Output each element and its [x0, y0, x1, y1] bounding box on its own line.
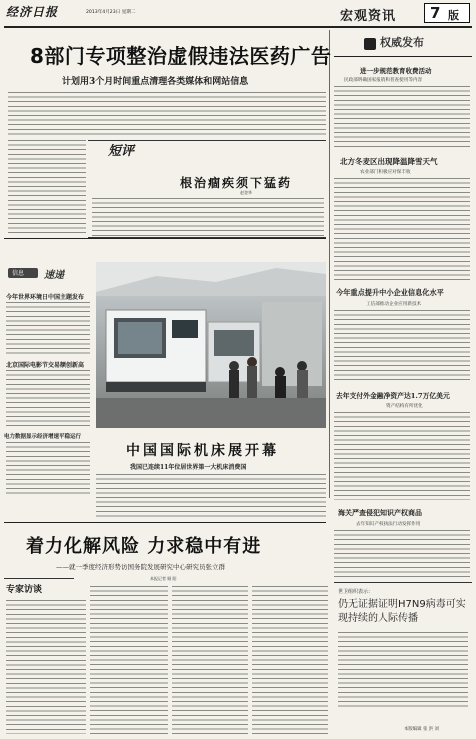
commentary-title: 根治痼疾须下猛药 [180, 176, 293, 190]
sidebar-item-4-subtitle: 资产结构有所优化 [386, 404, 423, 409]
masthead-rule [4, 26, 472, 28]
interview-col-4 [252, 586, 328, 734]
brief-top-rule [4, 238, 326, 239]
sidebar-header-rule [334, 56, 472, 57]
lead-title: 8部门专项整治虚假违法医药广告 [30, 44, 332, 68]
sidebar-item-5-text [334, 530, 470, 580]
interview-col-2 [90, 586, 168, 734]
newspaper-logo: 经济日报 [6, 5, 59, 19]
sidebar-item-1-text [334, 86, 470, 150]
page-label: 版 [448, 9, 459, 22]
interview-byline: 本报记者 顾 阳 [150, 576, 177, 581]
sidebar-notice-label: 世卫组织表示： [338, 589, 374, 595]
lead-body-text [8, 92, 326, 138]
sidebar-item-3-subtitle: 工信部推动企业应用新技术 [366, 302, 422, 307]
commentary-byline: 赵登华 [240, 190, 252, 195]
commentary-badge: 短评 [108, 144, 135, 159]
sidebar-header-title: 权威发布 [380, 36, 424, 49]
feature-subtitle: 我国已连续11年位居世界第一大机床消费国 [130, 464, 247, 471]
sidebar-item-1-title: 进一步规范教育收费活动 [360, 67, 432, 75]
brief-item-1-title: 今年世界环境日中国主题发布 [6, 294, 85, 301]
brief-badge: 信息 [12, 270, 25, 277]
sidebar-logo-icon [364, 38, 376, 50]
sidebar-item-5-title: 海关严查侵犯知识产权商品 [338, 508, 422, 517]
brief-item-1-text [6, 302, 90, 354]
page-footer-credit: 本版编辑 张 洪 刘 [404, 727, 439, 732]
sidebar-item-2-subtitle: 农业部门积极应对保丰收 [360, 170, 411, 175]
sidebar-item-5-subtitle: 去年知识产权执法行动发挥作用 [356, 522, 421, 527]
sidebar-item-4-text [334, 412, 470, 500]
photo-scene [96, 262, 326, 428]
sidebar-item-1-subtitle: 民政部明确国家报销和普查使用等内容 [344, 78, 423, 83]
interview-col-3 [172, 586, 248, 734]
interview-badge: 专家访谈 [6, 585, 43, 595]
sidebar-item-2-title: 北方冬麦区出现降温降雪天气 [340, 157, 438, 166]
feature-title: 中国国际机床展开幕 [126, 443, 279, 459]
issue-date: 2013年4月23日 星期二 [86, 10, 136, 15]
brief-item-3-text [6, 442, 90, 494]
band-subtitle: ——就一季度经济形势访国务院发展研究中心研究员张立群 [56, 563, 225, 571]
interview-col-1 [6, 600, 86, 734]
brief-label: 速递 [44, 270, 64, 281]
commentary-body-text [92, 198, 324, 236]
page-number: 7 [430, 4, 441, 22]
section-name: 宏观资讯 [340, 9, 397, 24]
feature-body-text [96, 474, 326, 518]
band-title: 着力化解风险 力求稳中有进 [26, 536, 262, 557]
lead-body-continued [8, 140, 86, 236]
sidebar-notice-title: 仍无证据证明H7N9病毒可实现持续的人际传播 [338, 599, 466, 624]
sidebar-notice-text [338, 632, 468, 708]
sidebar-item-3-title: 今年重点提升中小企业信息化水平 [336, 288, 444, 297]
sidebar-divider [329, 30, 330, 498]
brief-item-3-title: 电力数据显示经济增速平稳运行 [4, 434, 82, 440]
band-top-rule [4, 522, 326, 523]
sidebar-item-3-text [334, 310, 470, 382]
brief-item-2-title: 北京国际电影节交易额创新高 [6, 362, 85, 369]
sidebar-item-2-text [334, 178, 470, 282]
machine-tool-expo-photo [96, 262, 326, 428]
brief-item-2-text [6, 370, 90, 426]
lead-subtitle: 计划用3个月时间重点清理各类媒体和网站信息 [62, 77, 249, 87]
sidebar-item-4-title: 去年支付外金融净资产达1.7万亿美元 [336, 392, 450, 400]
